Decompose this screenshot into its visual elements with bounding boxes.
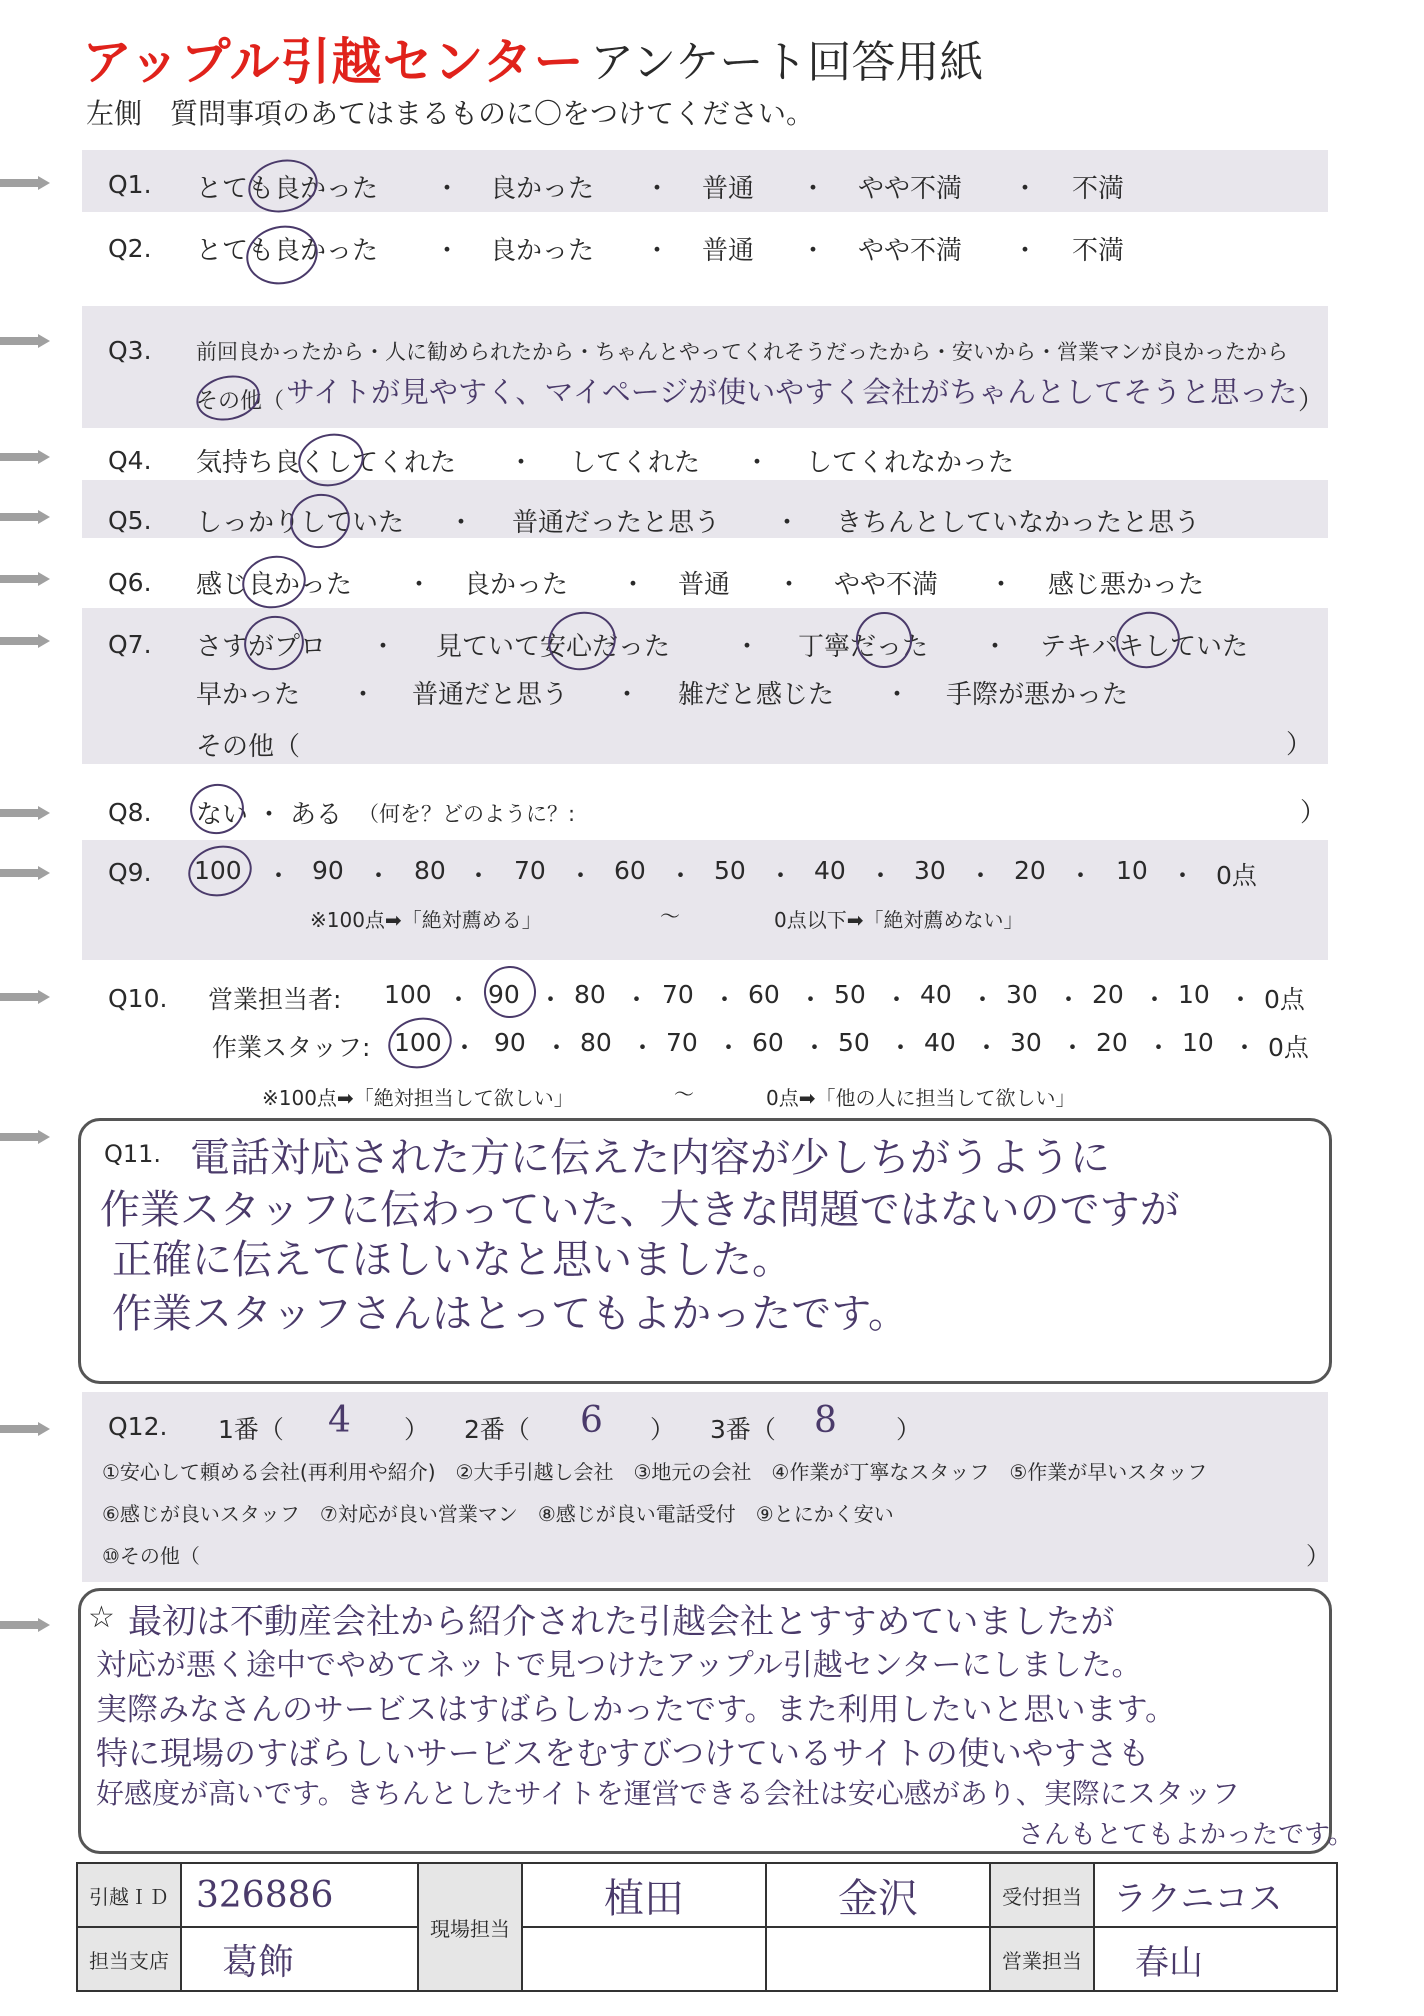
q6-selection-circle (237, 550, 310, 614)
arrow-icon (0, 806, 52, 820)
site-staff-blank (522, 1927, 766, 1991)
branch-label: 担当支店 (77, 1927, 181, 1991)
reception-value: ラクニコス (1094, 1863, 1337, 1927)
q12-first-label: 1番（ (218, 1415, 284, 1444)
q12-third-label: 3番（ (710, 1415, 776, 1444)
q10-sales-score[interactable]: 30 (1006, 980, 1038, 1009)
q6-separator: ・ (776, 570, 803, 600)
q12-first-close: ） (404, 1415, 430, 1444)
free-comment-line: さんもとてもよかったです。 (1018, 1820, 1354, 1850)
q6-label: Q6. (108, 568, 152, 597)
q2-option[interactable]: 良かった (490, 236, 595, 266)
q7-separator: ・ (614, 680, 641, 710)
site-staff-blank (766, 1927, 990, 1991)
q7-option[interactable]: 手際が悪かった (946, 680, 1129, 710)
q10-note-mid: ～ (674, 1082, 694, 1106)
q9-score[interactable]: 100 (194, 856, 242, 885)
q9-score[interactable]: 70 (514, 856, 546, 885)
arrow-icon (0, 450, 52, 464)
q1-option[interactable]: 良かった (490, 174, 595, 204)
q10-separator: ・ (538, 985, 564, 1014)
q12-label: Q12. (108, 1412, 168, 1441)
q1-option[interactable]: とても良かった (196, 174, 379, 204)
q10-sales-score[interactable]: 0点 (1264, 985, 1305, 1014)
q10-staff-score[interactable]: 40 (924, 1028, 956, 1057)
q8-close: ） (1300, 798, 1327, 828)
q8-separator: ・ (256, 800, 283, 830)
site-staff-2: 金沢 (766, 1863, 990, 1927)
q8-label: Q8. (108, 798, 152, 827)
q3-options[interactable]: 前回良かったから・人に勧められたから・ちゃんとやってくれそうだったから・安いから・営業マンが良かったから (196, 340, 1288, 364)
q9-score[interactable]: 50 (714, 856, 746, 885)
q10-sales-score[interactable]: 100 (384, 980, 432, 1009)
arrow-icon (0, 990, 52, 1004)
q1-option[interactable]: 普通 (702, 174, 755, 204)
q9-score[interactable]: 10 (1116, 856, 1148, 885)
q1-separator: ・ (434, 174, 461, 204)
free-comment-line: 実際みなさんのサービスはすばらしかったです。また利用したいと思います。 (96, 1692, 1177, 1728)
q11-line: 電話対応された方に伝えた内容が少しちがうように (190, 1135, 1110, 1181)
q10-separator: ・ (452, 1033, 478, 1062)
q10-sales-score[interactable]: 80 (574, 980, 606, 1009)
q9-score[interactable]: 80 (414, 856, 446, 885)
q5-separator: ・ (448, 508, 475, 538)
q11-line: 作業スタッフに伝わっていた、大きな問題ではないのですが (100, 1187, 1180, 1233)
q10-separator: ・ (1142, 985, 1168, 1014)
q9-separator: ・ (1068, 861, 1094, 890)
q12-second-label: 2番（ (464, 1415, 530, 1444)
arrow-icon (0, 1422, 52, 1436)
q2-option[interactable]: 不満 (1072, 236, 1125, 266)
q4-separator: ・ (744, 448, 771, 478)
q12-second-close: ） (650, 1415, 676, 1444)
q4-option[interactable]: 気持ち良くしてくれた (196, 448, 457, 478)
q10-separator: ・ (630, 1033, 656, 1062)
sales-value: 春山 (1094, 1927, 1337, 1991)
q10-separator: ・ (624, 985, 650, 1014)
brand-title: アップル引越センター (82, 33, 585, 91)
q7-separator: ・ (982, 632, 1009, 662)
q10-separator: ・ (884, 985, 910, 1014)
q9-score[interactable]: 20 (1014, 856, 1046, 885)
q7-separator: ・ (884, 680, 911, 710)
q12-choices-row1: ①安心して頼める会社(再利用や紹介) ②大手引越し会社 ③地元の会社 ④作業が丁寧なスタッフ ⑤作業が早いスタッフ (102, 1460, 1208, 1484)
q10-sales-score[interactable]: 70 (662, 980, 694, 1009)
q4-option[interactable]: してくれなかった (806, 448, 1015, 478)
q3-other-answer: サイトが見やすく、マイページが使いやすく会社がちゃんとしてそうと思った (286, 375, 1298, 409)
q1-separator: ・ (800, 174, 827, 204)
q10-sales-score[interactable]: 90 (488, 980, 520, 1009)
q12-second-value[interactable]: 6 (580, 1400, 603, 1441)
q10-staff-label: 作業スタッフ: (212, 1033, 371, 1062)
q9-separator: ・ (266, 861, 292, 890)
q12-choices-row2: ⑥感じが良いスタッフ ⑦対応が良い営業マン ⑧感じが良い電話受付 ⑨とにかく安い (102, 1502, 894, 1526)
q5-option[interactable]: しっかりしていた (196, 508, 405, 538)
q9-score[interactable]: 90 (312, 856, 344, 885)
sales-label: 営業担当 (990, 1927, 1094, 1991)
q12-third-close: ） (896, 1415, 922, 1444)
q10-note-left: ※100点➡「絶対担当して欲しい」 (262, 1086, 574, 1110)
q2-label: Q2. (108, 234, 152, 263)
q12-choices-other-close: ） (1306, 1542, 1330, 1570)
arrow-icon (0, 634, 52, 648)
q3-other-label: その他（ (196, 389, 285, 414)
q6-separator: ・ (988, 570, 1015, 600)
q1-separator: ・ (644, 174, 671, 204)
q5-separator: ・ (774, 508, 801, 538)
q10-sales-score[interactable]: 60 (748, 980, 780, 1009)
q7-option[interactable]: テキパキしていた (1040, 632, 1249, 662)
q7-option[interactable]: 普通だと思う (412, 680, 569, 710)
q2-option[interactable]: 普通 (702, 236, 755, 266)
arrow-icon (0, 334, 52, 348)
q4-separator: ・ (508, 448, 535, 478)
q2-option[interactable]: やや不満 (858, 236, 963, 266)
q9-note-mid: ～ (660, 904, 680, 928)
q10-separator: ・ (888, 1033, 914, 1062)
free-comment-line: 好感度が高いです。きちんとしたサイトを運営できる会社は安心感があり、実際にスタッフ (96, 1777, 1240, 1810)
free-comment-star: ☆ (88, 1600, 115, 1635)
q7-option[interactable]: 見ていて安心だった (436, 632, 671, 662)
q10-staff-score[interactable]: 70 (666, 1028, 698, 1057)
footer-table (76, 1862, 1338, 1992)
q10-sales-score[interactable]: 50 (834, 980, 866, 1009)
form-title: アンケート回答用紙 (590, 37, 984, 88)
arrow-icon (0, 1130, 52, 1144)
q10-staff-score[interactable]: 50 (838, 1028, 870, 1057)
q6-option[interactable]: 感じ悪かった (1048, 570, 1205, 600)
q2-separator: ・ (800, 236, 827, 266)
q7-option[interactable]: 早かった (196, 680, 301, 710)
q10-separator: ・ (716, 1033, 742, 1062)
q6-option[interactable]: 普通 (678, 570, 731, 600)
q7-separator: ・ (734, 632, 761, 662)
q10-staff-score[interactable]: 30 (1010, 1028, 1042, 1057)
q4-option[interactable]: してくれた (570, 448, 701, 478)
q10-separator: ・ (1056, 985, 1082, 1014)
q3-label: Q3. (108, 336, 152, 365)
q7-separator: ・ (350, 680, 377, 710)
q6-option[interactable]: やや不満 (834, 570, 939, 600)
q12-choices-other: ⑩その他（ (102, 1544, 200, 1568)
q10-label: Q10. (108, 984, 168, 1013)
q10-separator: ・ (1146, 1033, 1172, 1062)
q9-separator: ・ (1170, 861, 1196, 890)
instruction: 左側 質問事項のあてはまるものに〇をつけてください。 (86, 97, 815, 130)
q10-sales-label: 営業担当者: (208, 985, 342, 1014)
q7-option[interactable]: 丁寧だった (798, 632, 929, 662)
q10-sales-selection-circle (479, 961, 541, 1023)
q1-option[interactable]: 不満 (1072, 174, 1125, 204)
q2-separator: ・ (434, 236, 461, 266)
q8-option-none[interactable]: ない (196, 800, 249, 830)
arrow-icon (0, 510, 52, 524)
q10-staff-score[interactable]: 60 (752, 1028, 784, 1057)
arrow-icon (0, 866, 52, 880)
q10-separator: ・ (1228, 985, 1254, 1014)
q2-separator: ・ (644, 236, 671, 266)
arrow-icon (0, 572, 52, 586)
q5-option[interactable]: きちんとしていなかったと思う (836, 508, 1201, 538)
q11-line: 正確に伝えてほしいなと思いました。 (112, 1237, 792, 1283)
q7-other-close: ） (1286, 730, 1313, 760)
q7-label: Q7. (108, 630, 152, 659)
q10-separator: ・ (544, 1033, 570, 1062)
q5-label: Q5. (108, 506, 152, 535)
free-comment-line: 対応が悪く途中でやめてネットで見つけたアップル引越センターにしました。 (96, 1648, 1142, 1683)
q11-line: 作業スタッフさんはとってもよかったです。 (112, 1291, 908, 1337)
q10-sales-score[interactable]: 20 (1092, 980, 1124, 1009)
q9-note-right: 0点以下➡「絶対薦めない」 (774, 908, 1024, 932)
arrow-icon (0, 1618, 52, 1632)
q9-separator: ・ (366, 861, 392, 890)
q7-separator: ・ (370, 632, 397, 662)
q10-staff-score[interactable]: 80 (580, 1028, 612, 1057)
q10-staff-score[interactable]: 10 (1182, 1028, 1214, 1057)
q1-option[interactable]: やや不満 (858, 174, 963, 204)
q6-option[interactable]: 良かった (464, 570, 569, 600)
q10-separator: ・ (798, 985, 824, 1014)
q1-separator: ・ (1012, 174, 1039, 204)
q9-separator: ・ (568, 861, 594, 890)
site-staff-label: 現場担当 (418, 1863, 522, 1991)
q1-label: Q1. (108, 170, 152, 199)
free-comment-line: 最初は不動産会社から紹介された引越会社とすすめていましたが (128, 1602, 1115, 1642)
q6-separator: ・ (406, 570, 433, 600)
q7-option[interactable]: さすがプロ (196, 632, 327, 662)
move-id-value: 326886 (181, 1863, 418, 1927)
q10-separator: ・ (1232, 1033, 1258, 1062)
q7-other-label: その他（ (196, 732, 301, 762)
reception-label: 受付担当 (990, 1863, 1094, 1927)
arrow-icon (0, 176, 52, 190)
q10-separator: ・ (974, 1033, 1000, 1062)
q9-separator: ・ (968, 861, 994, 890)
q10-separator: ・ (970, 985, 996, 1014)
q4-label: Q4. (108, 446, 152, 475)
q5-option[interactable]: 普通だったと思う (512, 508, 721, 538)
q10-staff-score[interactable]: 90 (494, 1028, 526, 1057)
q8-detail-label: （何を？どのように？: (358, 802, 576, 826)
q10-separator: ・ (802, 1033, 828, 1062)
q10-staff-score[interactable]: 100 (394, 1028, 442, 1057)
q10-staff-score[interactable]: 20 (1096, 1028, 1128, 1057)
q9-score[interactable]: 60 (614, 856, 646, 885)
site-staff-1: 植田 (522, 1863, 766, 1927)
move-id-label: 引越ＩＤ (77, 1863, 181, 1927)
q2-separator: ・ (1012, 236, 1039, 266)
q7-option[interactable]: 雑だと感じた (678, 680, 835, 710)
q10-separator: ・ (1060, 1033, 1086, 1062)
q10-sales-score[interactable]: 10 (1178, 980, 1210, 1009)
q9-score[interactable]: 40 (814, 856, 846, 885)
q10-staff-score[interactable]: 0点 (1268, 1033, 1309, 1062)
q2-option[interactable]: とても良かった (196, 236, 379, 266)
q9-score[interactable]: 30 (914, 856, 946, 885)
q10-sales-score[interactable]: 40 (920, 980, 952, 1009)
q10-separator: ・ (712, 985, 738, 1014)
q9-separator: ・ (466, 861, 492, 890)
q6-option[interactable]: 感じ良かった (196, 570, 353, 600)
q11-label: Q11. (104, 1140, 162, 1168)
q10-separator: ・ (446, 985, 472, 1014)
q9-separator: ・ (768, 861, 794, 890)
q10-note-right: 0点➡「他の人に担当して欲しい」 (766, 1086, 1076, 1110)
q10-staff-selection-circle (384, 1012, 457, 1074)
branch-value: 葛飾 (181, 1927, 418, 1991)
q3-other-close: ） (1298, 386, 1325, 416)
q12-first-value[interactable]: 4 (328, 1400, 351, 1441)
q9-separator: ・ (668, 861, 694, 890)
q9-note-left: ※100点➡「絶対薦める」 (310, 908, 542, 932)
q9-score[interactable]: 0点 (1216, 861, 1257, 890)
free-comment-line: 特に現場のすばらしいサービスをむすびつけているサイトの使いやすさも (96, 1734, 1150, 1772)
q6-separator: ・ (620, 570, 647, 600)
q12-third-value[interactable]: 8 (814, 1400, 837, 1441)
q9-separator: ・ (868, 861, 894, 890)
q8-option-some[interactable]: ある (290, 800, 343, 830)
q9-label: Q9. (108, 858, 152, 887)
